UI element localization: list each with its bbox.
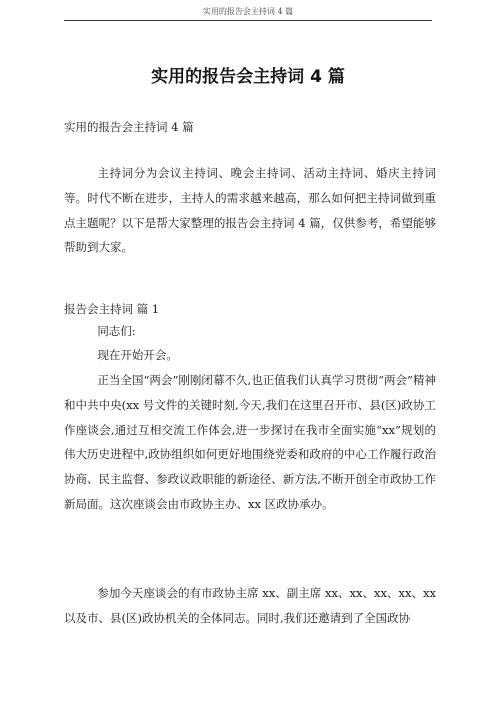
intro-paragraph [64, 161, 436, 260]
greeting-line [64, 319, 436, 344]
header-divider [64, 20, 432, 21]
running-header: 实用的报告会主持词 4 篇 [202, 7, 294, 16]
opening-line [64, 343, 436, 368]
opening-text: 现在开始开会。 [97, 348, 178, 362]
paragraph-2-text: 参加今天座谈会的有市政协主席 xx、副主席 xx、xx、xx、xx、xx 以及市、县(区)政协机关的全体同志。同时,我们还邀请到了全国政协 [64, 586, 436, 625]
document-subtitle: 实用的报告会主持词 4 篇 [64, 120, 194, 134]
body-paragraph-1 [64, 368, 436, 517]
document-title: 实用的报告会主持词 4 篇 [151, 67, 345, 87]
paragraph-1-text: 正当全国“两会”刚刚闭幕不久,也正值我们认真学习贯彻“两会”精神和中共中央(xx 号文件的关键时刻,今天,我们在这里召开市、县(区)政协工作座谈会,通过互相交流工作体会,进一步探讨在我市全面实施“xx”规划的伟大历史进程中,政协组织如何更好地围绕党委和政府的中心工作履行政治协商、民主监督、参政议政职能的新途径、新方法,不断开创全市政协工作新局面。这次座谈会由市政协主办、xx 区政协承办。 [64, 373, 436, 511]
greeting-text: 同志们: [97, 324, 136, 338]
body-paragraph-2 [64, 581, 436, 631]
section-heading: 报告会主持词 篇 1 [64, 302, 160, 316]
intro-text: 主持词分为会议主持词、晚会主持词、活动主持词、婚庆主持词等。时代不断在进步，主持人的需求越来越高，那么如何把主持词做到重点主题呢？以下是帮大家整理的报告会主持词 4 篇，仅供参考，希望能够帮助到大家。 [64, 166, 436, 255]
